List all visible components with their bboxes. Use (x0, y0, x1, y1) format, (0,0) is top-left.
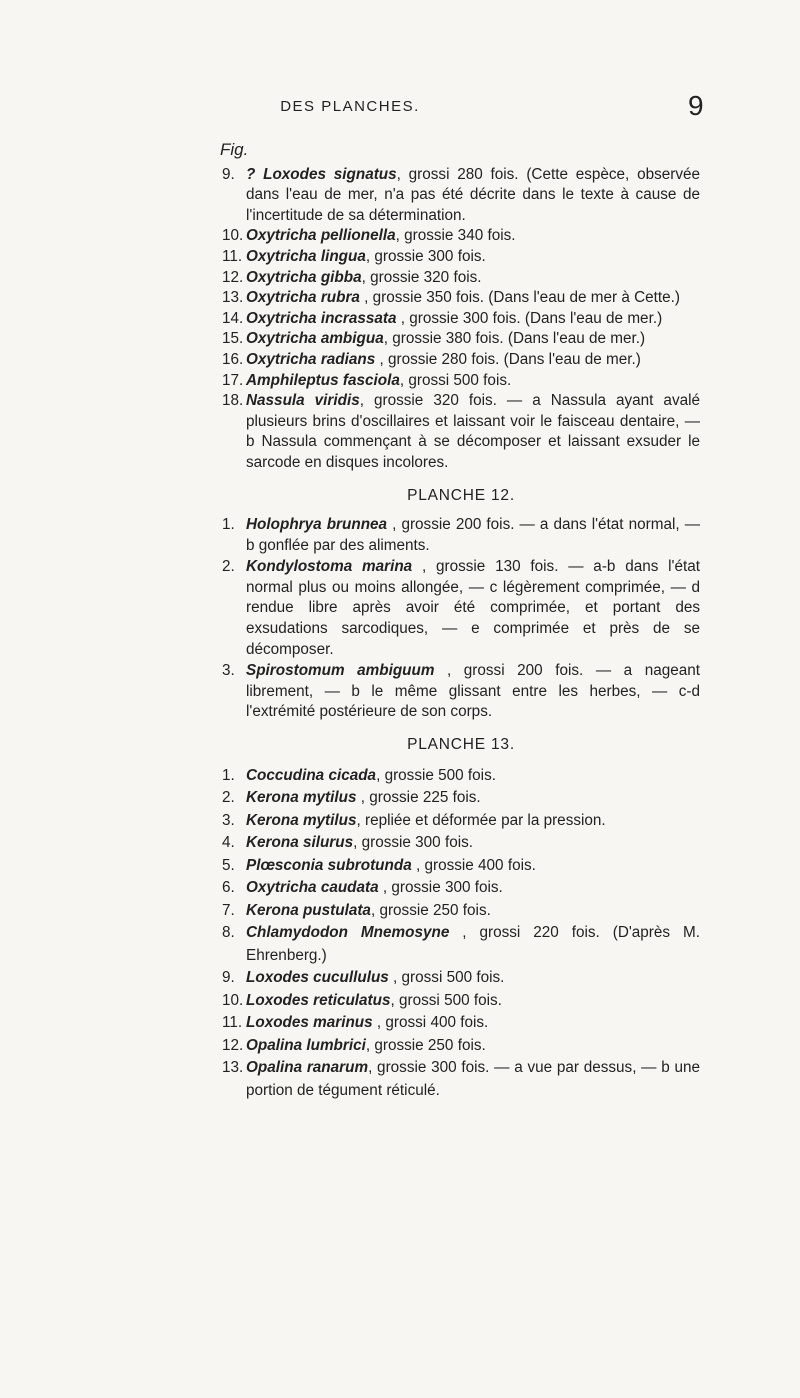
fig-label: Fig. (220, 140, 249, 159)
entry-number: 12. (222, 1036, 244, 1054)
entry-number: 9. (222, 165, 235, 183)
entry-number: 2. (222, 789, 235, 807)
entry-text: , grossie 400 fois. (411, 856, 536, 874)
entry-text: , grossie 340 fois. (395, 227, 516, 245)
entry-number: 3. (222, 811, 235, 829)
plate-12-continued-list (222, 165, 700, 474)
list-item (222, 309, 700, 330)
list-item (222, 990, 700, 1013)
entry-text: , repliée et déformée par la pression. (356, 811, 606, 829)
entry-text: , grossie 300 fois. — a vue par dessus, — b une portion de tégument réticulé. (246, 1059, 700, 1099)
species-name: Amphileptus fasciola (246, 371, 400, 389)
entry-number: 5. (222, 856, 235, 874)
entry-text: , grossie 300 fois. (Dans l'eau de mer.) (396, 309, 663, 327)
list-item (222, 765, 700, 788)
entry-text: , grossi 400 fois. (372, 1014, 489, 1032)
entry-number: 9. (222, 969, 235, 987)
entry-text: , grossie 380 fois. (Dans l'eau de mer.) (383, 330, 646, 348)
species-name: Oxytricha gibba (246, 268, 362, 286)
plate-13-list (222, 765, 700, 1103)
entry-number: 14. (222, 309, 244, 327)
list-item (222, 288, 700, 309)
species-name: Holophrya brunnea (246, 516, 388, 534)
list-item (222, 226, 700, 247)
species-name: Chlamydodon Mnemosyne (246, 924, 450, 942)
list-item (222, 268, 700, 289)
species-name: Loxodes reticulatus (246, 991, 391, 1009)
entry-text: , grossie 320 fois. (361, 268, 482, 286)
entry-number: 3. (222, 662, 235, 680)
list-item (222, 557, 700, 660)
list-item (222, 832, 700, 855)
entry-text: , grossie 280 fois. (Dans l'eau de mer.) (375, 350, 641, 368)
list-item (222, 350, 700, 371)
entry-text: , grossi 280 fois. (Cette espèce, observée dans l'eau de mer, n'a pas été décrite dans le texte à cause de l'incertitude de sa détermination. (246, 165, 700, 224)
entry-text: , grossie 300 fois. (365, 247, 486, 265)
species-name: Oxytricha pellionella (246, 227, 396, 245)
entry-number: 11. (222, 247, 243, 265)
entry-text: , grossie 200 fois. — a dans l'état normal, — b gonflée par des aliments. (246, 516, 700, 554)
entry-text: , grossi 500 fois. (399, 371, 512, 389)
list-item (222, 900, 700, 923)
entry-number: 7. (222, 901, 235, 919)
entry-number: 15. (222, 330, 244, 348)
entry-text: , grossie 320 fois. — a Nassula ayant avalé plusieurs brins d'oscillaires et laissant voir le faisceau dentaire, — b Nassula commençant à se décomposer et laissant exsuder le sarcode en disques incolores. (246, 392, 701, 471)
figure-legend (222, 140, 700, 1102)
species-name: Oxytricha radians (246, 350, 376, 368)
entry-text: , grossi 220 fois. (D'après M. Ehrenberg.) (246, 924, 700, 964)
entry-number: 6. (222, 879, 235, 897)
entry-number: 18. (222, 392, 244, 410)
species-name: Coccudina cicada (246, 766, 377, 784)
entry-number: 10. (222, 991, 244, 1009)
entry-number: 2. (222, 558, 235, 576)
species-name: Kerona mytilus (246, 789, 357, 807)
entry-text: , grossie 130 fois. — a-b dans l'état normal plus ou moins allongée, — c légèrement comprimée, — d rendue libre après avoir été comprimée, et portant des exsudations sarcodiques, — e comprimée et près de se décomposer. (246, 558, 700, 658)
species-name: Kondylostoma marina (246, 558, 413, 576)
entry-text: , grossie 300 fois. (353, 834, 473, 852)
entry-text: , grossie 250 fois. (365, 1036, 486, 1054)
entry-number: 1. (222, 516, 235, 534)
list-item (222, 922, 700, 967)
entry-text: , grossi 500 fois. (388, 969, 505, 987)
running-title: DES PLANCHES. (280, 98, 420, 115)
species-name: Kerona mytilus (246, 811, 357, 829)
plate-heading: PLANCHE 12. (407, 486, 515, 504)
species-name: Loxodes cucullulus (246, 969, 389, 987)
entry-number: 16. (222, 350, 244, 368)
list-item (222, 391, 700, 473)
entry-number: 12. (222, 268, 244, 286)
species-name: Plœsconia subrotunda (246, 856, 412, 874)
species-name: Opalina ranarum (246, 1059, 369, 1077)
list-item (222, 371, 700, 392)
entry-number: 8. (222, 924, 235, 942)
species-name: Oxytricha caudata (246, 879, 379, 897)
list-item (222, 1057, 700, 1102)
entry-number: 13. (222, 1059, 244, 1077)
list-item (222, 515, 700, 556)
species-name: Kerona silurus (246, 834, 354, 852)
entry-text: , grossie 300 fois. (378, 879, 503, 897)
entry-text: , grossie 225 fois. (356, 789, 481, 807)
list-item (222, 967, 700, 990)
species-name: Loxodes marinus (246, 1014, 373, 1032)
entry-number: 10. (222, 227, 244, 245)
species-name: Kerona pustulata (246, 901, 371, 919)
entry-number: 17. (222, 371, 244, 389)
species-name: Spirostomum ambiguum (246, 662, 435, 680)
entry-number: 13. (222, 289, 244, 307)
entry-text: , grossie 350 fois. (Dans l'eau de mer à Cette.) (359, 289, 680, 307)
list-item (222, 1012, 700, 1035)
list-item (222, 787, 700, 810)
entry-text: , grossi 200 fois. — a nageant librement, — b le même glissant entre les herbes, — c-d l'extrémité postérieure de son corps. (246, 662, 700, 721)
list-item (222, 810, 700, 833)
list-item (222, 877, 700, 900)
species-name: Oxytricha ambigua (246, 330, 384, 348)
species-name: Oxytricha lingua (246, 247, 366, 265)
entry-number: 11. (222, 1014, 243, 1032)
entry-number: 4. (222, 834, 235, 852)
entry-number: 1. (222, 766, 235, 784)
list-item (222, 855, 700, 878)
list-item (222, 661, 700, 723)
entry-text: , grossie 250 fois. (370, 901, 491, 919)
list-item (222, 1035, 700, 1058)
list-item (222, 247, 700, 268)
list-item (222, 165, 700, 227)
species-name: Oxytricha incrassata (246, 309, 397, 327)
species-name: Oxytricha rubra (246, 289, 360, 307)
entry-text: , grossie 500 fois. (376, 766, 496, 784)
entry-text: , grossi 500 fois. (390, 991, 502, 1009)
plate-12-list (222, 515, 700, 723)
plate-heading: PLANCHE 13. (407, 736, 515, 754)
species-name: Opalina lumbrici (246, 1036, 366, 1054)
species-name: Nassula viridis (246, 392, 360, 410)
species-name: ? Loxodes signatus (246, 165, 397, 183)
page-number: 9 (688, 90, 704, 121)
list-item (222, 329, 700, 350)
